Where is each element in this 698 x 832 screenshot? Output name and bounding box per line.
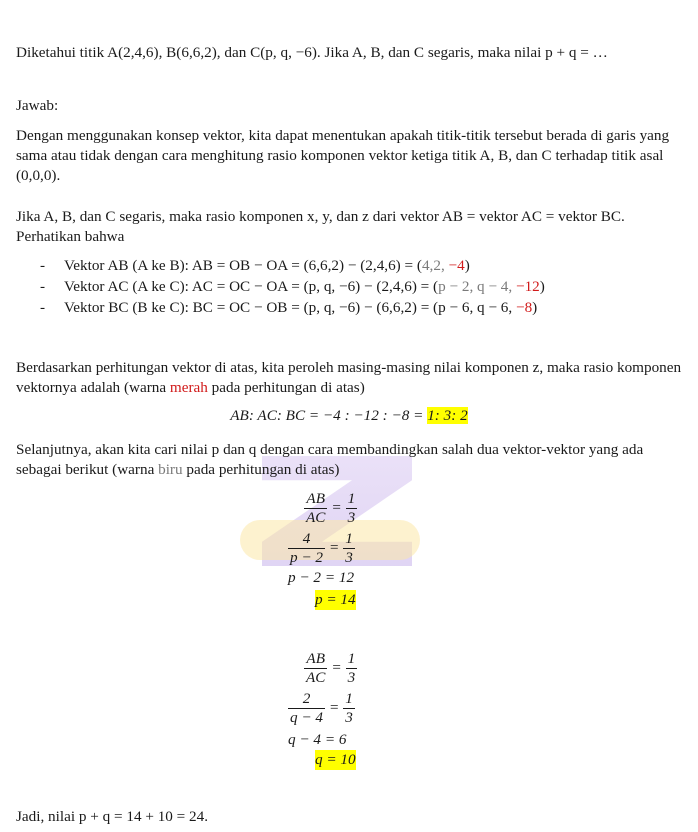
q-result: q = 10 — [315, 751, 356, 768]
vector-ab-item: - Vektor AB (A ke B): AB = OB − OA = (6,6,2) − (2,4,6) = (4,2, −4) — [40, 256, 545, 276]
question-text: Diketahui titik A(2,4,6), B(6,6,2), dan C(p, q, −6). Jika A, B, dan C segaris, maka nilai p + q = … — [16, 44, 608, 61]
ratio-result: 1: 3: 2 — [427, 407, 468, 424]
condition-paragraph: Jika A, B, dan C segaris, maka rasio komponen x, y, dan z dari vektor AB = vektor AC = vektor BC. Perhatikan bahwa — [16, 208, 625, 245]
vector-bc-item: - Vektor BC (B ke C): BC = OC − OB = (p, q, −6) − (6,6,2) = (p − 6, q − 6, −8) — [40, 298, 545, 318]
vector-ac-item: - Vektor AC (A ke C): AC = OC − OA = (p, q, −6) − (2,4,6) = (p − 2, q − 4, −12) — [40, 277, 545, 297]
vector-list — [40, 256, 545, 319]
ratio-paragraph: Berdasarkan perhitungan vektor di atas, kita peroleh masing-masing nilai komponen z, maka rasio komponen vektornya adalah (warna merah pada perhitungan di atas) — [16, 359, 682, 396]
p-calculation: $\frac{AB}{AC}$ = $\frac{1}{3}$ $\frac{4}{p - 2}$ = $\frac{1}{3}$ — [290, 489, 356, 566]
answer-label: Jawab: — [16, 97, 59, 114]
p-result: p = 14 — [315, 591, 356, 608]
q-step: q − 4 = 6 — [288, 731, 347, 748]
conclusion: Jadi, nilai p + q = 14 + 10 = 24. — [16, 808, 209, 825]
ratio-equation: AB: AC: BC = −4 : −12 : −8 = 1: 3: 2 — [230, 407, 468, 424]
next-paragraph: Selanjutnya, akan kita cari nilai p dan q dengan cara membandingkan salah dua vektor-vektor yang ada sebagai berikut (warna biru pada perhitungan di atas) — [16, 441, 644, 478]
intro-paragraph: Dengan menggunakan konsep vektor, kita dapat menentukan apakah titik-titik tersebut berada di garis yang sama atau tidak dengan cara menghitung rasio komponen vektor ketiga titik A, B, dan C terhadap titik asal (0,0,0). — [16, 127, 670, 184]
q-calculation: $\frac{AB}{AC}$ = $\frac{1}{3}$ $\frac{2}{q - 4}$ = $\frac{1}{3}$ — [290, 649, 356, 726]
p-step: p − 2 = 12 — [288, 569, 355, 586]
